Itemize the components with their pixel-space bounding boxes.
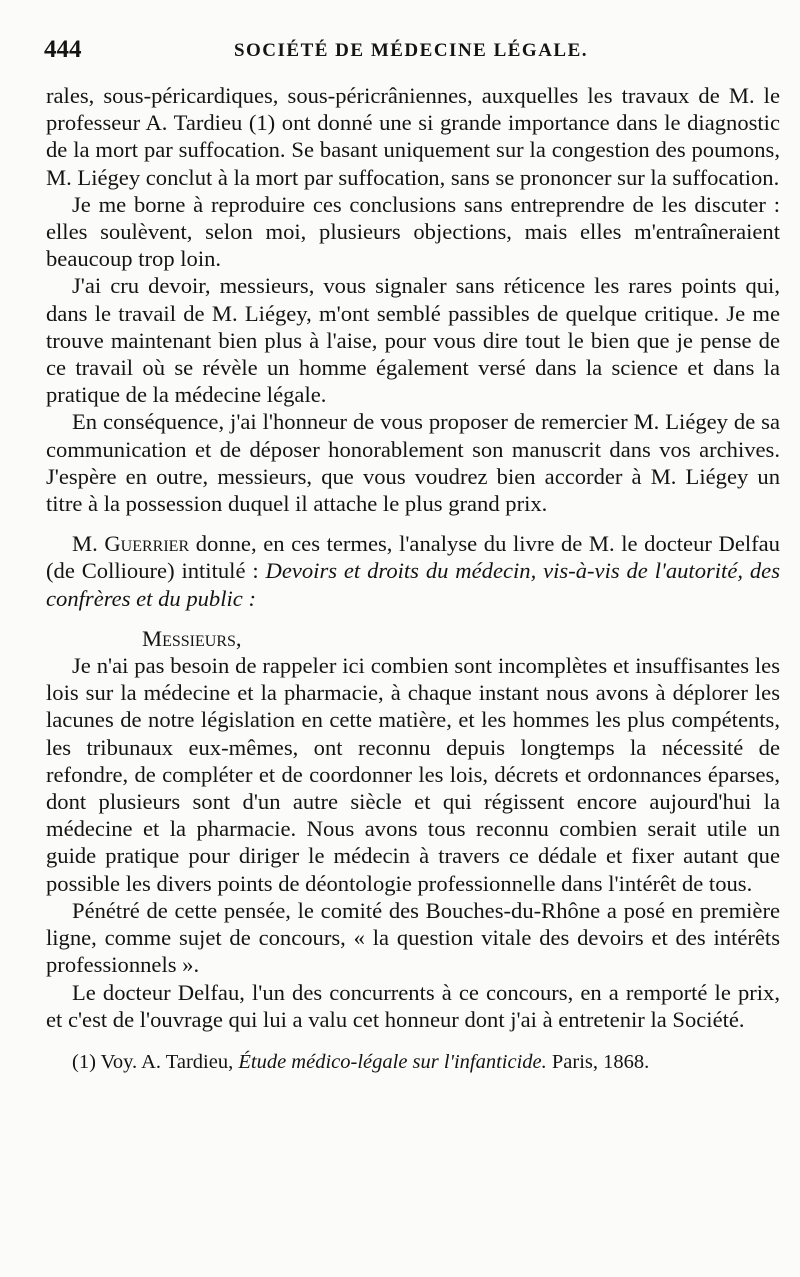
page-header [44, 36, 778, 70]
paragraph-3: J'ai cru devoir, messieurs, vous signaler sans réticence les rares points qui, dans le travail de M. Liégey, m'ont semblé passibles de quelque critique. Je me trouve maintenant bien plus à l'aise, pour vous dire tout le bien que je pense de ce travail où se révèle un homme également versé dans la science et dans la pratique de la médecine légale. [46, 273, 780, 408]
paragraph-2: Je me borne à reproduire ces conclusions sans entreprendre de les discuter : elles soulèvent, selon moi, plusieurs objections, mais elles m'entraîneraient beaucoup trop loin. [46, 191, 780, 272]
salutation: Messieurs, [142, 625, 242, 651]
book-title: Devoirs et droits du médecin, vis-à-vis de l'autorité, des confrères et du public : [46, 558, 780, 611]
page-number: 444 [44, 36, 82, 63]
speaker-prefix: M. [72, 531, 98, 557]
main-text [46, 82, 780, 1075]
running-head: SOCIÉTÉ DE MÉDECINE LÉGALE. [233, 40, 589, 61]
paragraph-8: Le docteur Delfau, l'un des concurrents à ce concours, en a remporté le prix, et c'est de l'ouvrage qui lui a valu cet honneur dont j'ai à entretenir la Société. [46, 979, 780, 1032]
paragraph-5 [46, 530, 780, 612]
paragraph-1: rales, sous-péricardiques, sous-péricrâniennes, auxquelles les travaux de M. le professeur A. Tardieu (1) ont donné une si grande importance dans le diagnostic de la mort par suffocation. Se basant uniquement sur la congestion des poumons, M. Liégey conclut à la mort par suffocation, sans se prononcer sur la suffocation. [46, 83, 780, 190]
paragraph-4: En conséquence, j'ai l'honneur de vous proposer de remercier M. Liégey de sa communication et de déposer honorablement son manuscrit dans vos archives. J'espère en outre, messieurs, que vous voudrez bien accorder à M. Liégey un titre à la possession duquel il attache le plus grand prix. [46, 409, 780, 517]
paragraph-5-text: donne, en ces termes, l'analyse du livre de M. le docteur Delfau (de Collioure) intitulé : [46, 531, 780, 584]
footnote [46, 1050, 780, 1075]
speaker-name: Guerrier [104, 531, 190, 557]
paragraph-7: Pénétré de cette pensée, le comité des Bouches-du-Rhône a posé en première ligne, comme sujet de concours, « la question vitale des devoirs et des intérêts professionnels ». [46, 897, 780, 978]
footnote-prefix: (1) Voy. A. Tardieu, [72, 1050, 234, 1073]
footnote-suffix: Paris, 1868. [551, 1050, 650, 1073]
paragraph-6: Je n'ai pas besoin de rappeler ici combien sont incomplètes et insuffisantes les lois sur la médecine et la pharmacie, à chaque instant nous avons à déplorer les lacunes de notre législation en cette matière, et les hommes les plus compétents, les tribunaux eux-mêmes, ont reconnu depuis longtemps la nécessité de refondre, de compléter et de coordonner les lois, décrets et ordonnances éparses, dont plusieurs sont d'un autre siècle et qui régissent encore aujourd'hui la médecine et la pharmacie. Nous avons tous reconnu combien serait utile un guide pratique pour diriger le médecin à travers ce dédale et fixer autant que possible les divers points de déontologie professionnelle dans l'intérêt de tous. [46, 653, 780, 896]
footnote-title: Étude médico-légale sur l'infanticide. [238, 1050, 547, 1073]
